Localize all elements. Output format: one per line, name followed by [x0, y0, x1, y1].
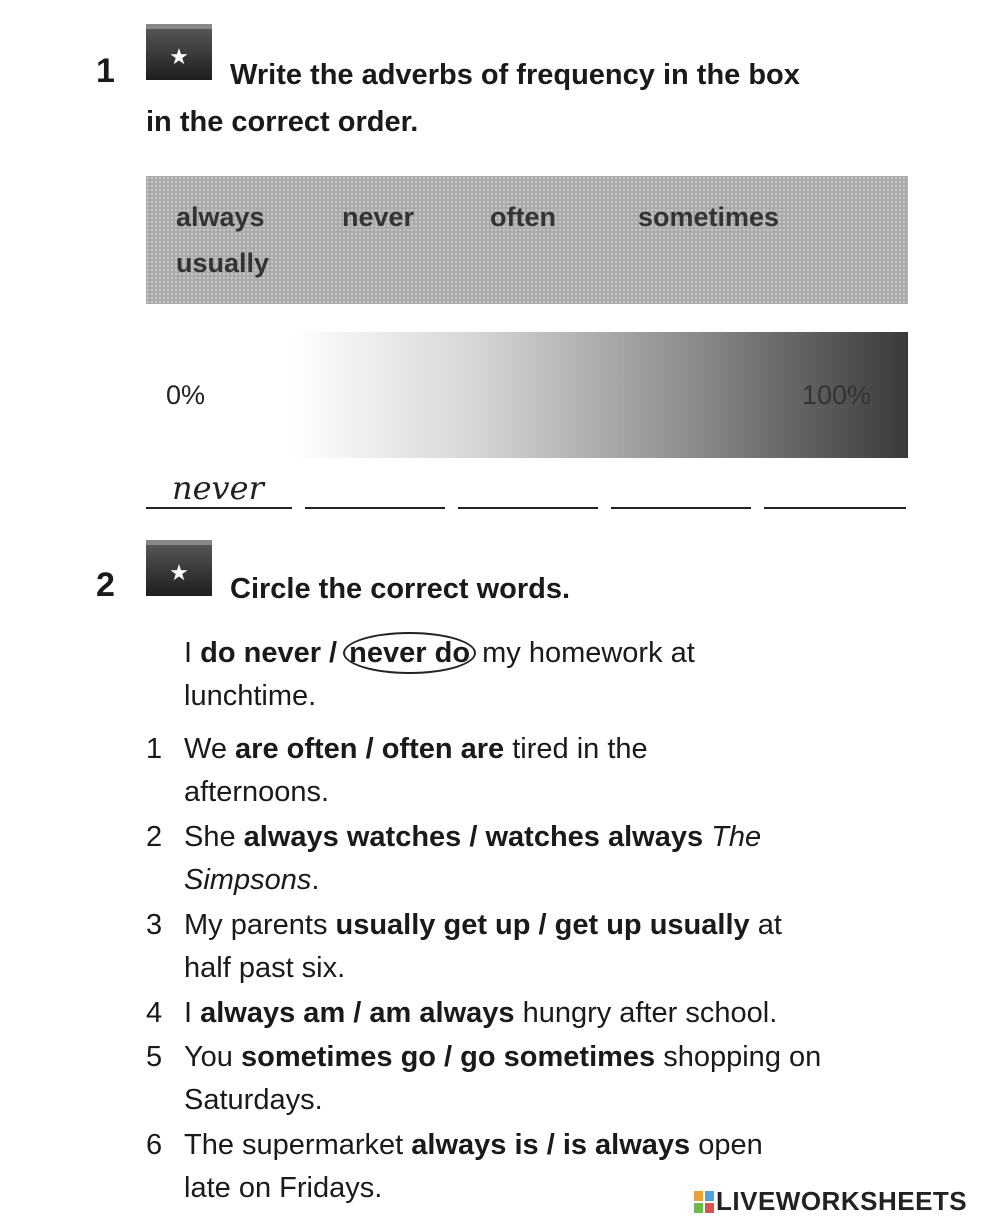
item-5-post: shopping on — [655, 1041, 822, 1073]
item-2-title-part1: The — [711, 821, 762, 853]
word-always: always — [176, 202, 265, 232]
item-5-pre: You — [184, 1041, 241, 1073]
answer-blank-3[interactable] — [458, 507, 598, 509]
word-box — [146, 176, 908, 304]
word-never: never — [342, 202, 415, 232]
item-3-pre: My parents — [184, 909, 336, 941]
liveworksheets-logo — [694, 1186, 967, 1217]
scale-min-label: 0% — [166, 380, 206, 410]
star-icon: ★ — [146, 24, 212, 80]
exercise-1-number: 1 — [96, 52, 115, 90]
item-5-sep: / — [436, 1041, 461, 1073]
item-5-line2: Saturdays. — [184, 1084, 323, 1116]
item-2 — [184, 816, 924, 902]
item-3-number: 3 — [146, 909, 163, 941]
item-5-number: 5 — [146, 1041, 163, 1073]
example-option-a[interactable]: do never — [200, 637, 321, 669]
item-2-line2: . — [311, 864, 320, 896]
brand-name: LIVEWORKSHEETS — [716, 1186, 968, 1216]
scale-max-label: 100% — [802, 380, 872, 410]
liveworksheets-logo-icon — [694, 1191, 714, 1213]
item-1-sep: / — [357, 733, 382, 765]
item-4-sep: / — [345, 997, 370, 1029]
item-6-number: 6 — [146, 1129, 163, 1161]
item-2-sep: / — [461, 821, 486, 853]
example-option-b-circled[interactable]: never do — [343, 632, 476, 674]
exercise-1-instruction-line2: in the correct order. — [146, 106, 419, 138]
item-1-post: tired in the — [504, 733, 648, 765]
item-1-number: 1 — [146, 733, 163, 765]
item-6-option-a[interactable]: always is — [411, 1129, 539, 1161]
star-icon: ★ — [146, 540, 212, 596]
word-sometimes: sometimes — [638, 202, 780, 232]
example-sep: / — [321, 637, 346, 669]
item-3-option-a[interactable]: usually get up — [335, 909, 531, 941]
item-6-pre: The supermarket — [184, 1129, 412, 1161]
item-4-option-a[interactable]: always am — [200, 997, 346, 1029]
item-2-option-b[interactable]: watches always — [485, 821, 704, 853]
exercise-2-instruction: Circle the correct words. — [230, 573, 571, 605]
answer-blank-5[interactable] — [764, 507, 906, 509]
example-post: my homework at — [474, 637, 695, 669]
example-line2: lunchtime. — [184, 680, 317, 712]
exercise-2-number: 2 — [96, 566, 115, 604]
item-5-option-a[interactable]: sometimes go — [241, 1041, 436, 1073]
item-2-option-a[interactable]: always watches — [243, 821, 462, 853]
example-pre: I — [184, 637, 201, 669]
item-5-option-b[interactable]: go sometimes — [460, 1041, 656, 1073]
item-4 — [184, 992, 924, 1035]
item-2-post — [703, 821, 711, 853]
item-4-number: 4 — [146, 997, 163, 1029]
item-2-number: 2 — [146, 821, 163, 853]
item-3-line2: half past six. — [184, 952, 346, 984]
word-often: often — [490, 202, 556, 232]
item-3-sep: / — [530, 909, 555, 941]
item-1 — [184, 728, 924, 814]
item-4-post: hungry after school. — [514, 997, 778, 1029]
item-4-option-b[interactable]: am always — [369, 997, 515, 1029]
item-6-sep: / — [538, 1129, 563, 1161]
item-1-pre: We — [184, 733, 236, 765]
example-sentence — [184, 632, 924, 718]
item-3-option-b[interactable]: get up usually — [554, 909, 750, 941]
answer-blank-2[interactable] — [305, 507, 445, 509]
item-6-option-b[interactable]: is always — [562, 1129, 691, 1161]
item-2-pre: She — [184, 821, 244, 853]
item-3-post: at — [749, 909, 782, 941]
word-usually: usually — [176, 248, 270, 278]
item-6-post: open — [690, 1129, 763, 1161]
item-5 — [184, 1036, 924, 1122]
answer-blank-1[interactable] — [146, 469, 292, 509]
answer-blank-4[interactable] — [611, 507, 751, 509]
item-3 — [184, 904, 924, 990]
item-4-pre: I — [184, 997, 201, 1029]
answer-1-text: never — [172, 469, 264, 507]
item-1-line2: afternoons. — [184, 776, 330, 808]
item-6-line2: late on Fridays. — [184, 1172, 383, 1204]
item-2-title-part2: Simpsons — [184, 864, 312, 896]
item-1-option-a[interactable]: are often — [235, 733, 358, 765]
item-1-option-b[interactable]: often are — [381, 733, 505, 765]
exercise-1-instruction-line1: Write the adverbs of frequency in the box — [230, 59, 800, 91]
